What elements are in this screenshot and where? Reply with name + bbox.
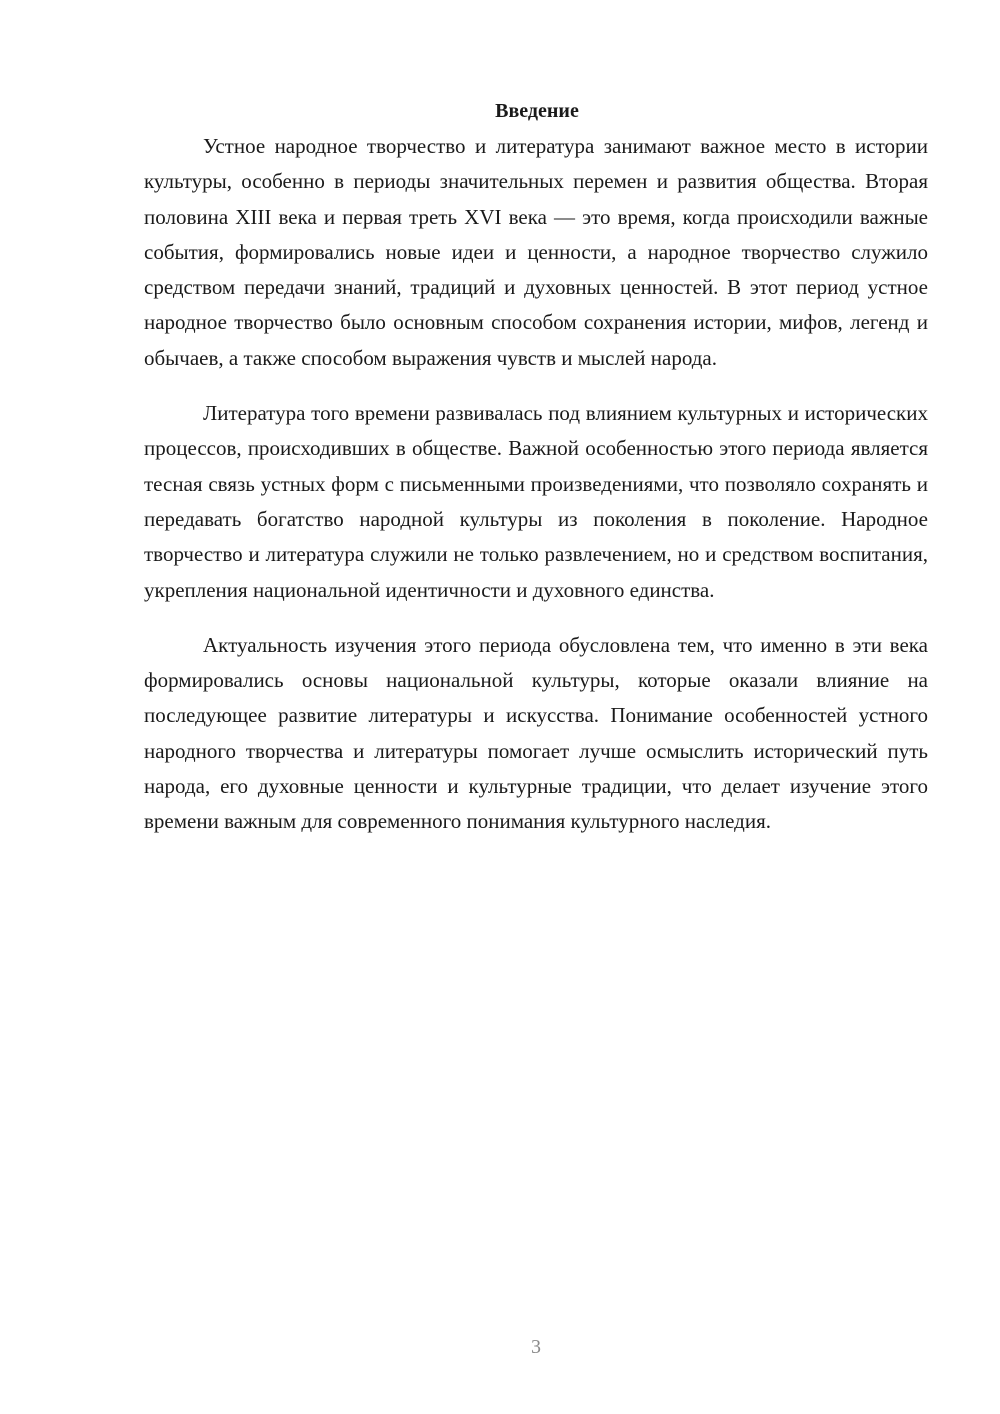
paragraph-intro: Устное народное творчество и литература занимают важное место в истории культуры, особенно в периоды значительных перемен и развития общества. Вторая половина XIII века и первая треть XVI века — это время, когда происходили важные события, формировались новые идеи и ценности, а народное творчество служило средством передачи знаний, традиций и духовных ценностей. В этот период устное народное творчество было основным способом сохранения истории, мифов, легенд и обычаев, а также способом выражения чувств и мыслей народа. (144, 134, 928, 370)
paragraph-literature: Литература того времени развивалась под влиянием культурных и исторических процессов, происходивших в обществе. Важной особенностью этого периода является тесная связь устных форм с письменными произведениями, что позволяло сохранять и передавать богатство народной культуры из поколения в поколение. Народное творчество и литература служили не только развлечением, но и средством воспитания, укрепления национальной идентичности и духовного единства. (144, 401, 928, 602)
page-content (144, 94, 928, 840)
paragraph-relevance: Актуальность изучения этого периода обусловлена тем, что именно в эти века формировались основы национальной культуры, которые оказали влияние на последующее развитие литературы и искусства. Понимание особенностей устного народного творчества и литературы помогает лучше осмыслить исторический путь народа, его духовные ценности и культурные традиции, что делает изучение этого времени важным для современного понимания культурного наследия. (144, 632, 928, 834)
section-title: Введение (495, 100, 579, 122)
page-number: 3 (531, 1336, 541, 1358)
